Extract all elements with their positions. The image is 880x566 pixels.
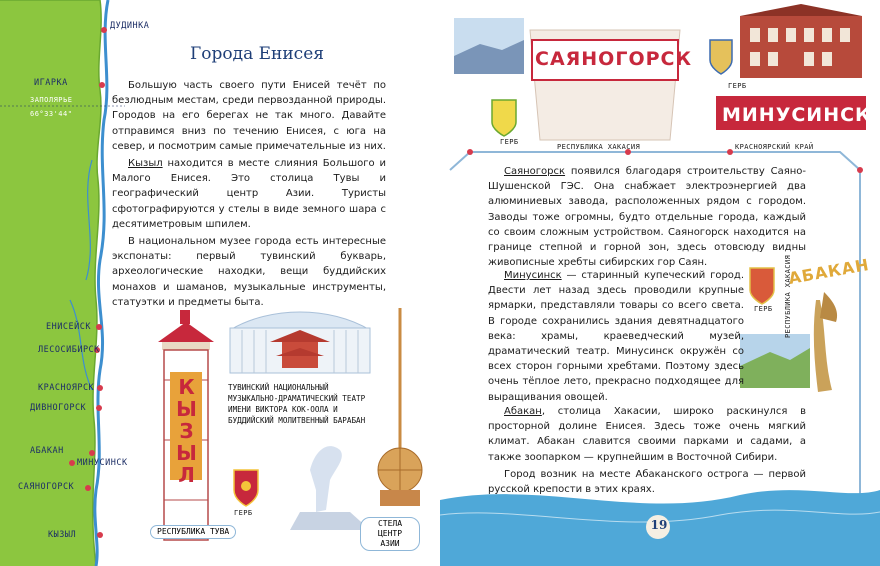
abakan-fortress-paragraph: Город возник на месте Абаканского острога — первой русской крепости в этих краях.: [488, 468, 806, 496]
page-title: Города Енисея: [190, 44, 324, 64]
intro-paragraph: Большую часть своего пути Енисей течёт по безлюдным местам, среди первозданной природы. Городов на его берегах не так много. Давайте отправимся вниз по течению Енисея, с юга на север, и посмотрим самые примечательные из них.: [112, 80, 386, 152]
map-label-sayanogorsk: САЯНОГОРСК: [18, 482, 75, 492]
map-label-yeniseisk: ЕНИСЕЙСК: [46, 322, 91, 332]
abakan-text-block: [488, 404, 806, 499]
khakassia-label: РЕСПУБЛИКА ХАКАСИЯ: [557, 143, 641, 151]
kyzyl-gerb-label: ГЕРБ: [234, 509, 253, 517]
sayanogorsk-text: появился благодаря строительству Саяно-Шушенской ГЭС. Она снабжает электроэнергией два алюминиевых завода, расположенных рядом с городом. Заводы тоже огромны, будто отдельные города, каждый со своим сложным устройством. Саяногорск находится на границе степной и горной зон, здесь отовсюду видны живописные хребты сибирских гор Саян.: [488, 166, 806, 269]
minusinsk-name: Минусинск: [504, 270, 562, 281]
abakan-gerb-label: ГЕРБ: [754, 305, 773, 313]
minusinsk-text-block: [488, 268, 744, 407]
abakan-text: , столица Хакасии, широко раскинулся в просторной долине Енисея. Здесь тоже очень мягкий климат. Абакан славится своими парками и садами, а также зоопарком — крупнейшим в Восточной Сибири.: [488, 406, 806, 463]
map-label-lesosibirsk: ЛЕСОСИБИРСК: [38, 345, 100, 355]
sayanogorsk-sign: САЯНОГОРСК: [535, 48, 692, 70]
khakassia-vertical-label: РЕСПУБЛИКА ХАКАСИЯ: [784, 254, 792, 338]
map-label-polar: ЗАПОЛЯРЬЕ: [30, 96, 73, 104]
abakan-paragraph: [488, 404, 806, 465]
minusinsk-gerb-label: ГЕРБ: [728, 82, 747, 90]
abakan-name: Абакан: [504, 406, 542, 417]
kyzyl-sign: КЫЗЫЛ: [176, 375, 198, 487]
map-label-divnogorsk: ДИВНОГОРСК: [30, 403, 87, 413]
minusinsk-text: — старинный купеческий город. Двести лет назад здесь проводили крупные ярмарки, представляли товары со всего света. В городе сохранились здания девятнадцатого века: храмы, краеведческий музей, драматический театр. Минусинск окружён со всех сторон горными хребтами. Поэтому здесь очень тёплое лето, прекрасно подходящее для выращивания овощей.: [488, 270, 744, 403]
kyzyl-paragraph: [112, 156, 386, 232]
map-label-igarka: ИГАРКА: [34, 78, 68, 88]
map-label-polar-latitude: 66°33'44": [30, 110, 73, 118]
kyzyl-text: находится в месте слияния Большого и Малого Енисея. Это столица Тувы и географический центр Азии. Туристы сфотографируются у стелы в виде земного шара с десятиметровым шпилем.: [112, 158, 386, 230]
minusinsk-sign: МИНУСИНСК: [722, 104, 872, 126]
minusinsk-paragraph: [488, 268, 744, 405]
kyzyl-name: Кызыл: [128, 158, 163, 170]
abakan-sign: АБАКАН: [786, 255, 871, 288]
krasnoyarsk-label: КРАСНОЯРСКИЙ КРАЙ: [735, 143, 814, 151]
theater-caption: ТУВИНСКИЙ НАЦИОНАЛЬНЫЙ МУЗЫКАЛЬНО-ДРАМАТИЧЕСКИЙ ТЕАТР ИМЕНИ ВИКТОРА КОК-ООЛА И БУДДИЙСКИЙ МОЛИТВЕННЫЙ БАРАБАН: [228, 383, 366, 425]
sayanogorsk-paragraph: [488, 164, 806, 270]
map-label-abakan: АБАКАН: [30, 446, 64, 456]
page-number: 19: [650, 518, 668, 532]
left-text-block: [112, 78, 386, 312]
map-label-dudinka: ДУДИНКА: [110, 21, 150, 31]
sayanogorsk-name: Саяногорск: [504, 166, 566, 177]
region-tuva-label: РЕСПУБЛИКА ТУВА: [150, 525, 236, 539]
sayanogorsk-gerb-label: ГЕРБ: [500, 138, 519, 146]
map-label-krasnoyarsk: КРАСНОЯРСК: [38, 383, 95, 393]
museum-paragraph: В национальном музее города есть интересные экспонаты: первый тувинский букварь, археологические находки, вещи буддийских монахов и шаманов, музыкальные инструменты, статуэтки и предметы быта.: [112, 236, 386, 308]
right-text-block: [488, 164, 806, 272]
map-label-kyzyl: КЫЗЫЛ: [48, 530, 77, 540]
stela-label: СТЕЛА ЦЕНТР АЗИИ: [360, 517, 420, 551]
map-label-minusinsk: МИНУСИНСК: [77, 458, 128, 468]
